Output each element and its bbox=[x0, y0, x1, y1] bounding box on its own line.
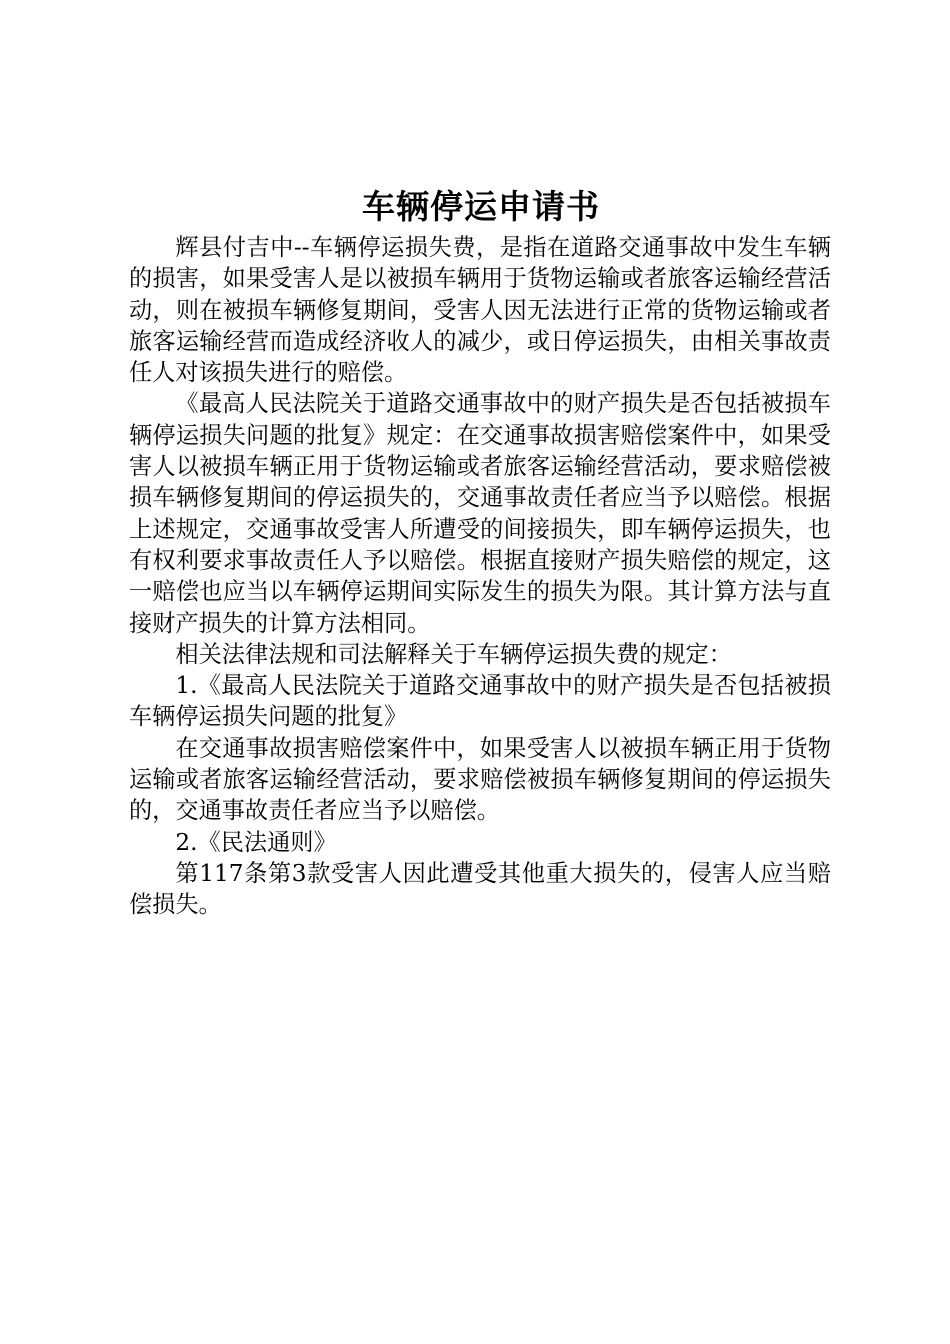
paragraph-regulations-heading: 相关法律法规和司法解释关于车辆停运损失费的规定： bbox=[175, 640, 732, 668]
paragraph-item-2-content: 第117条第3款受害人因此遭受其他重大损失的，侵害人应当赔偿损失。 bbox=[129, 859, 831, 919]
document-body bbox=[129, 232, 831, 921]
paragraph-court-reply: 《最高人民法院关于道路交通事故中的财产损失是否包括被损车辆停运损失问题的批复》规定：在交通事故损害赔偿案件中，如果受害人以被损车辆正用于货物运输或者旅客运输经营活动，要求赔偿被损车辆修复期间的停运损失的，交通事故责任者应当予以赔偿。根据上述规定，交通事故受害人所遭受的间接损失，即车辆停运损失，也有权利要求事故责任人予以赔偿。根据直接财产损失赔偿的规定，这一赔偿也应当以车辆停运期间实际发生的损失为限。其计算方法与直接财产损失的计算方法相同。 bbox=[129, 390, 831, 637]
paragraph-item-2-title: 2.《民法通则》 bbox=[175, 828, 337, 856]
paragraph-item-1-content: 在交通事故损害赔偿案件中，如果受害人以被损车辆正用于货物运输或者旅客运输经营活动，要求赔偿被损车辆修复期间的停运损失的，交通事故责任者应当予以赔偿。 bbox=[129, 734, 831, 825]
document-title: 车辆停运申请书 bbox=[362, 187, 600, 226]
paragraph-intro: 辉县付吉中--车辆停运损失费，是指在道路交通事故中发生车辆的损害，如果受害人是以被损车辆用于货物运输或者旅客运输经营活动，则在被损车辆修复期间，受害人因无法进行正常的货物运输或者旅客运输经营而造成经济收人的减少，或日停运损失，由相关事故责任人对该损失进行的赔偿。 bbox=[129, 234, 831, 387]
paragraph-item-1-title: 1.《最高人民法院关于道路交通事故中的财产损失是否包括被损车辆停运损失问题的批复》 bbox=[129, 672, 831, 731]
